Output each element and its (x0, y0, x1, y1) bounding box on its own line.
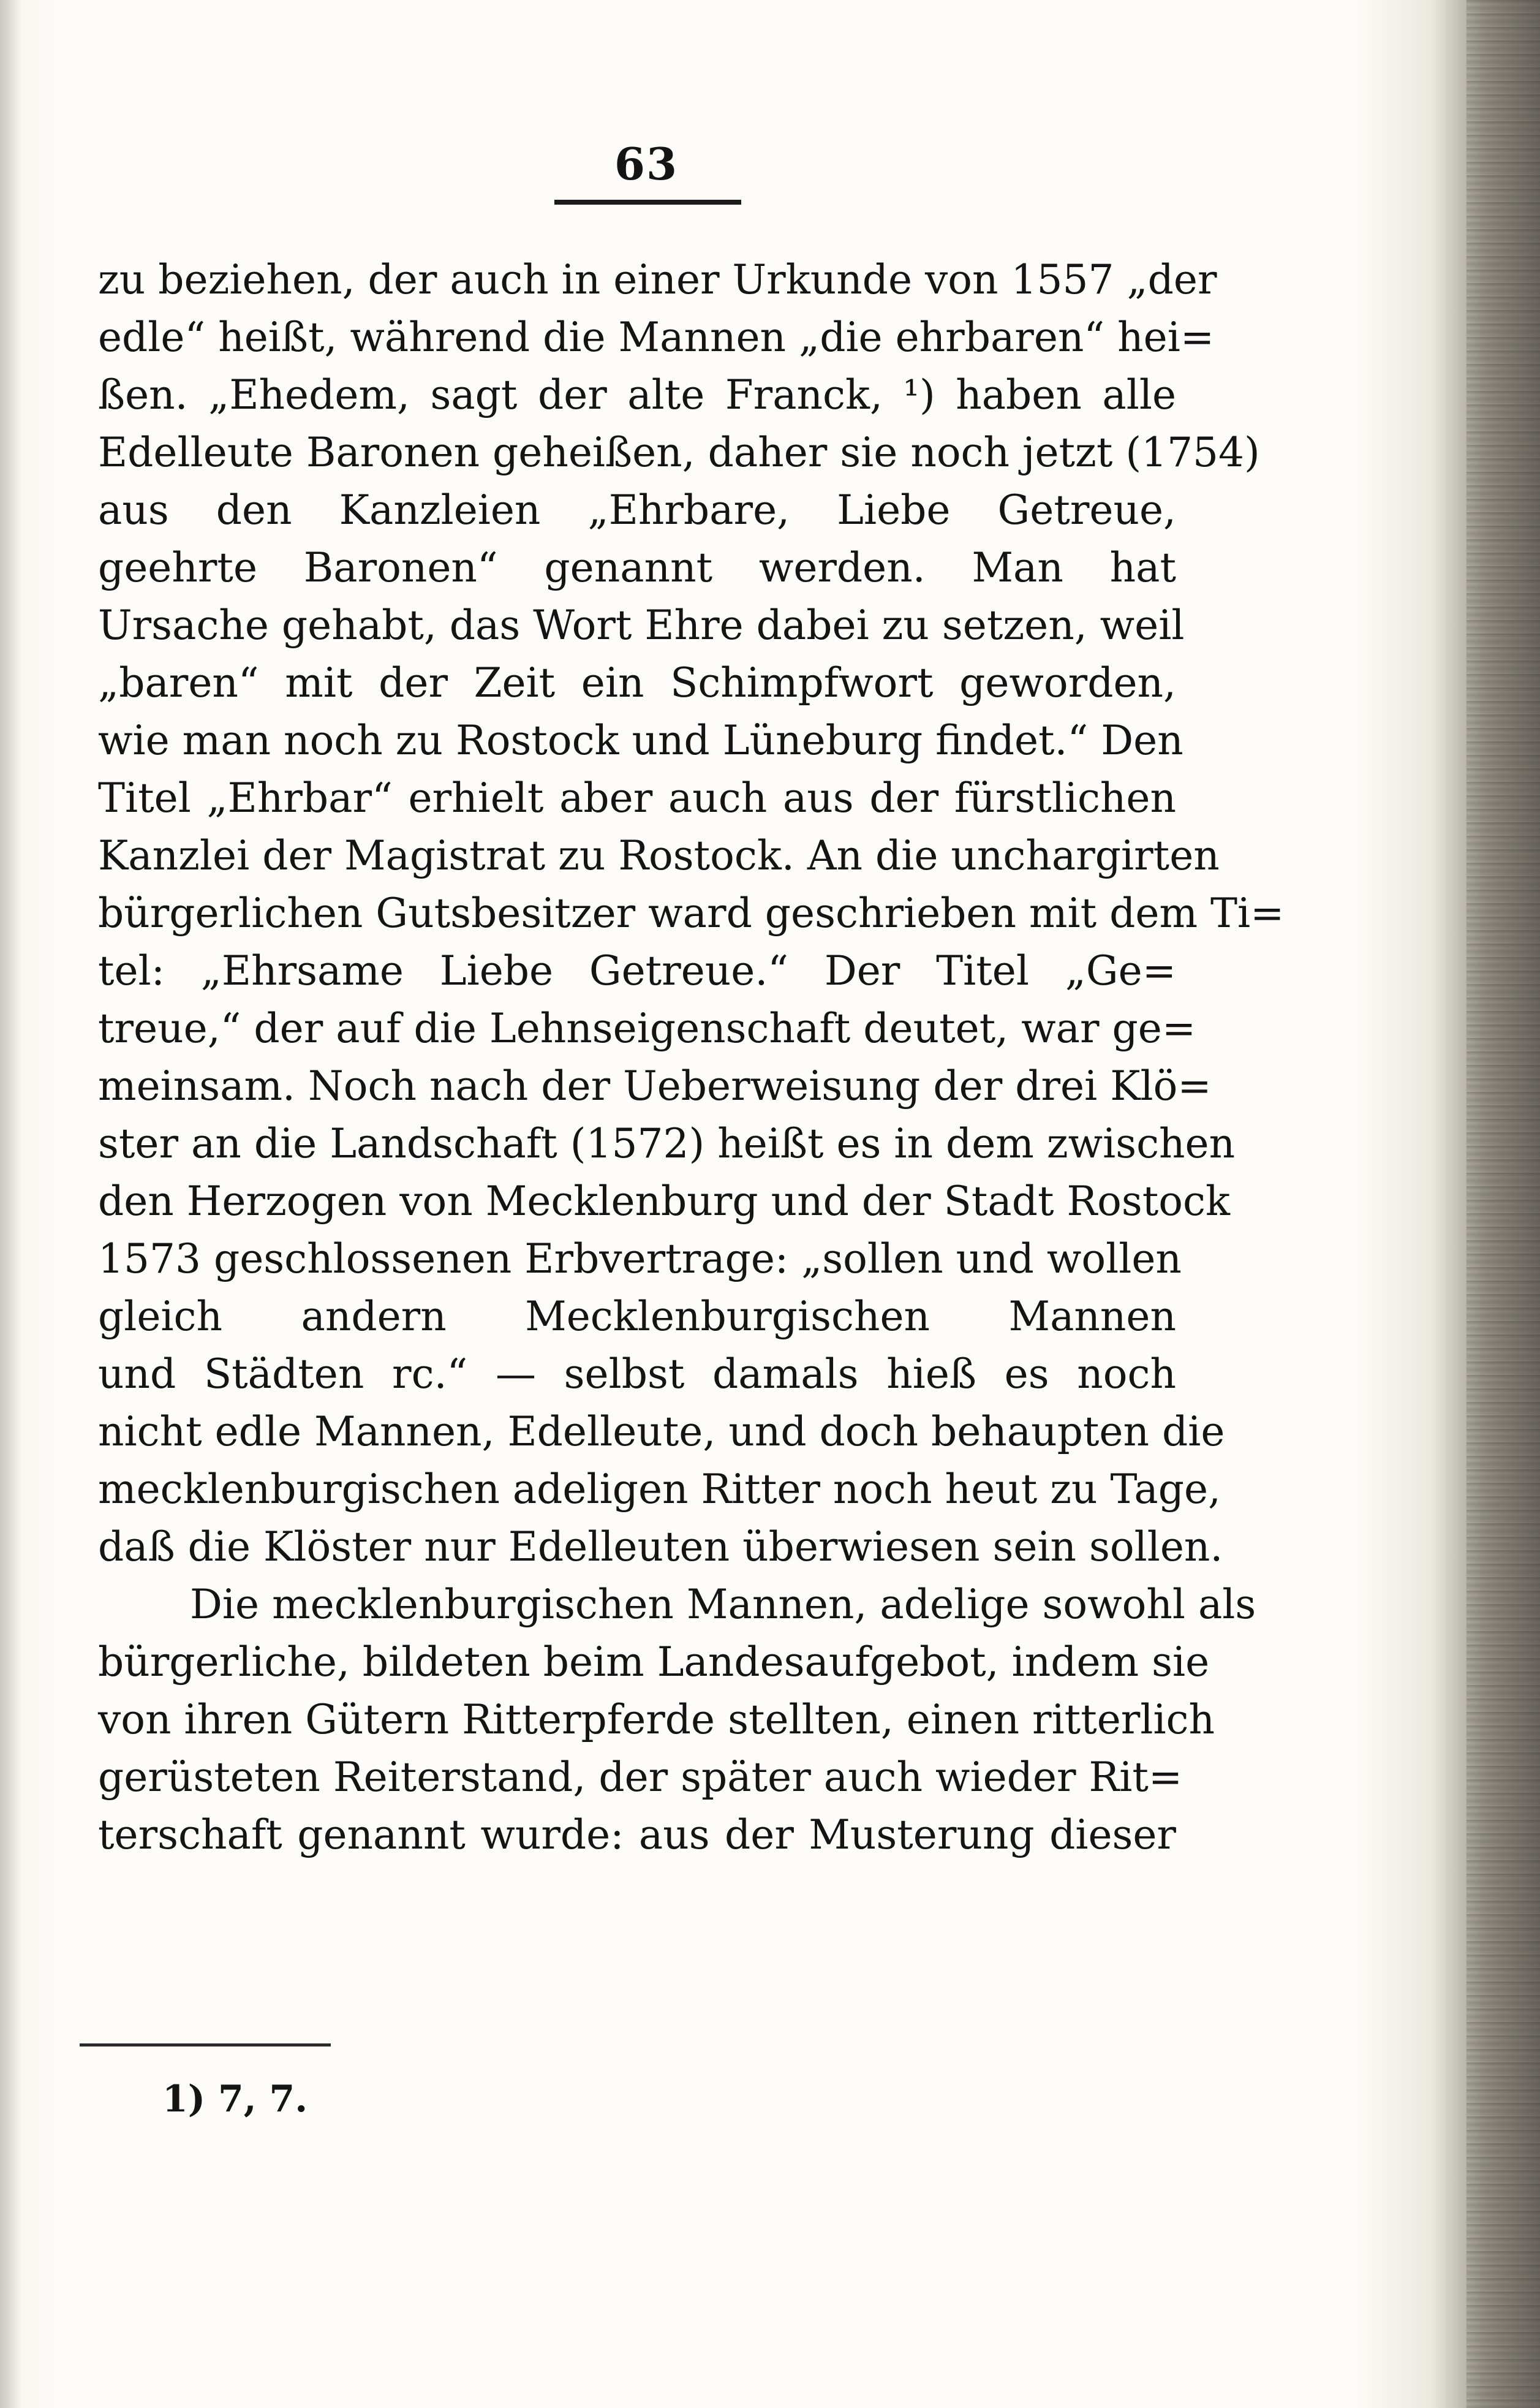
text-line: mecklenburgischen adeligen Ritter noch heut zu Tage, (98, 1466, 1221, 1513)
text-line: gleich andern Mecklenburgischen Mannen (98, 1293, 1176, 1340)
text-line: gerüsteten Reiterstand, der später auch wieder Rit= (98, 1754, 1183, 1801)
text-line: „baren“ mit der Zeit ein Schimpfwort geworden, (98, 659, 1176, 706)
text-line: zu beziehen, der auch in einer Urkunde von 1557 „der (98, 256, 1217, 303)
text-line: und Städten rc.“ — selbst damals hieß es noch (98, 1350, 1176, 1398)
text-line: ster an die Landschaft (1572) heißt es in dem zwischen (98, 1120, 1236, 1167)
text-line: geehrte Baronen“ genannt werden. Man hat (98, 544, 1176, 591)
text-line: treue,“ der auf die Lehnseigenschaft deutet, war ge= (98, 1005, 1196, 1052)
text-line: terschaft genannt wurde: aus der Musterung dieser (98, 1811, 1176, 1858)
text-line: daß die Klöster nur Edelleuten überwiesen sein sollen. (98, 1523, 1223, 1570)
text-line: den Herzogen von Mecklenburg und der Stadt Rostock (98, 1178, 1230, 1225)
text-line: meinsam. Noch nach der Ueberweisung der drei Klö= (98, 1062, 1212, 1110)
page-edge-shadow (0, 0, 22, 2408)
text-line: ßen. „Ehedem, sagt der alte Franck, ¹) haben alle (98, 371, 1176, 418)
text-line: Edelleute Baronen geheißen, daher sie noch jetzt (1754) (98, 429, 1260, 476)
body-text (98, 251, 1285, 1864)
page-number: 63 (614, 138, 679, 190)
text-line: Kanzlei der Magistrat zu Rostock. An die unchargirten (98, 832, 1220, 879)
footnote: 1) 7, 7. (162, 2078, 308, 2121)
text-line: von ihren Gütern Ritterpferde stellten, einen ritterlich (98, 1696, 1215, 1743)
text-line: bürgerlichen Gutsbesitzer ward geschrieben mit dem Ti= (98, 890, 1285, 937)
text-line: aus den Kanzleien „Ehrbare, Liebe Getreue, (98, 487, 1176, 534)
text-line: 1573 geschlossenen Erbvertrage: „sollen und wollen (98, 1235, 1182, 1282)
text-line: nicht edle Mannen, Edelleute, und doch behaupten die (98, 1408, 1225, 1455)
header-rule (554, 200, 741, 205)
text-line: bürgerliche, bildeten beim Landesaufgebot, indem sie (98, 1638, 1210, 1686)
text-line: Titel „Ehrbar“ erhielt aber auch aus der fürstlichen (98, 774, 1176, 822)
text-line: edle“ heißt, während die Mannen „die ehrbaren“ hei= (98, 314, 1215, 361)
text-line: wie man noch zu Rostock und Lüneburg findet.“ Den (98, 717, 1183, 764)
text-line: Die mecklenburgischen Mannen, adelige sowohl als (190, 1581, 1256, 1628)
text-line: tel: „Ehrsame Liebe Getreue.“ Der Titel „Ge= (98, 947, 1176, 994)
book-spine-edge (1466, 0, 1540, 2408)
footnote-rule (80, 2043, 331, 2046)
text-line: Ursache gehabt, das Wort Ehre dabei zu setzen, weil (98, 602, 1185, 649)
